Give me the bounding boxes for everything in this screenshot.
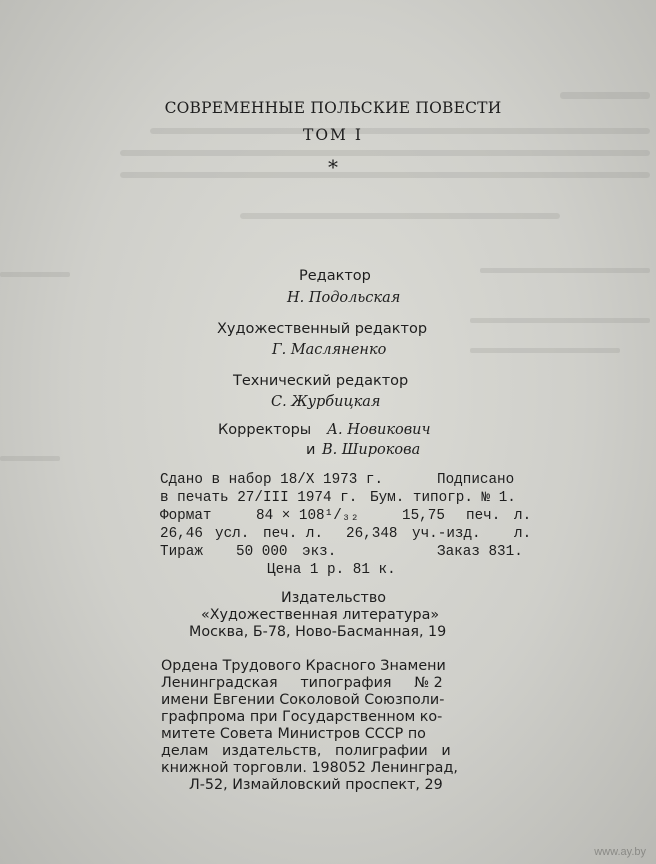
imprint-run-unit: экз.	[302, 544, 337, 560]
imprint-run-label: Тираж	[160, 544, 203, 560]
printer-line: Л-52, Измайловский проспект, 29	[189, 777, 443, 793]
printer-line: делам издательств, полиграфии и	[161, 743, 451, 759]
imprint-cond-label: усл.	[215, 526, 250, 542]
asterisk-ornament: ⁎	[328, 149, 338, 173]
volume-number: ТОМ I	[303, 126, 363, 144]
printer-line: митете Совета Министров СССР по	[161, 726, 426, 742]
proofreaders-role: Корректоры	[218, 422, 312, 438]
publisher-name: «Художественная литература»	[201, 607, 440, 623]
imprint-format-label: Формат	[160, 508, 212, 524]
editor-role: Редактор	[299, 268, 371, 284]
book-title: СОВРЕМЕННЫЕ ПОЛЬСКИЕ ПОВЕСТИ	[164, 99, 502, 117]
tech-editor-role: Технический редактор	[233, 373, 409, 389]
proofreaders-conjunction: и	[306, 442, 316, 458]
site-watermark: www.ay.by	[594, 846, 646, 858]
imprint-paper: Бум. типогр. № 1.	[370, 490, 516, 506]
imprint-signed: Подписано	[437, 472, 515, 488]
printer-line: Ленинградская типография № 2	[161, 675, 443, 691]
imprint-print-date: в печать 27/III 1974 г.	[160, 490, 358, 506]
publisher-label: Издательство	[281, 590, 386, 606]
imprint-run-value: 50 000	[236, 544, 288, 560]
art-editor-role: Художественный редактор	[217, 321, 428, 337]
printer-line: графпрома при Государственном ко-	[161, 709, 443, 725]
imprint-order: Заказ 831.	[437, 544, 523, 560]
art-editor-name: Г. Масляненко	[272, 342, 387, 358]
imprint-cond-value: 26,46	[160, 526, 203, 542]
imprint-edu-label: уч.-изд.	[412, 526, 481, 542]
imprint-typeset-date: Сдано в набор 18/X 1973 г.	[160, 472, 384, 488]
imprint-edu-value: 26,348	[346, 526, 398, 542]
printer-line: Ордена Трудового Красного Знамени	[161, 658, 446, 674]
publisher-address: Москва, Б-78, Ново-Басманная, 19	[189, 624, 447, 640]
proofreader-name-1: А. Новикович	[327, 422, 431, 438]
imprint-edu-l: л.	[514, 526, 532, 542]
editor-name: Н. Подольская	[287, 290, 401, 306]
price: Цена 1 р. 81 к.	[267, 562, 396, 578]
proofreader-name-2: В. Широкова	[322, 442, 421, 458]
imprint-sheets-value: 15,75	[402, 508, 445, 524]
imprint-cond-unit: печ. л.	[263, 526, 324, 542]
printer-line: книжной торговли. 198052 Ленинград,	[161, 760, 458, 776]
tech-editor-name: С. Журбицкая	[271, 394, 381, 410]
imprint-format-value: 84 × 108¹/₃₂	[256, 508, 359, 524]
imprint-sheets-unit: печ.	[466, 508, 501, 524]
imprint-sheets-l: л.	[514, 508, 532, 524]
printer-line: имени Евгении Соколовой Союзполи-	[161, 692, 445, 708]
